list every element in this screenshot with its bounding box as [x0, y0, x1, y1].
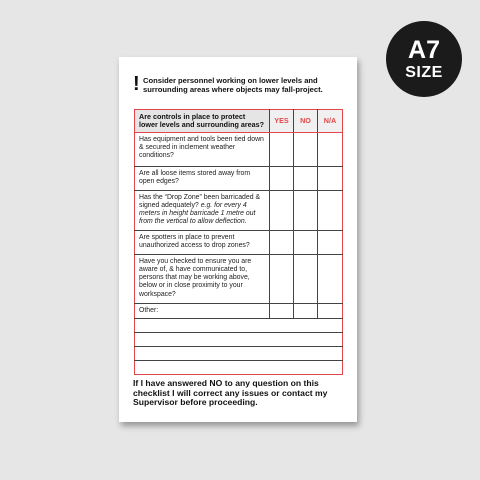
notice — [133, 73, 351, 95]
question-text: Has equipment and tools been tied down & secured in inclement weather conditions? — [135, 133, 270, 167]
question-text: Has the “Drop Zone” been barricaded & signed adequately? — [139, 194, 261, 210]
header-question: Are controls in place to protect lower levels and surrounding areas? — [135, 110, 270, 133]
checklist-table — [134, 109, 343, 375]
blank-line[interactable] — [135, 347, 343, 361]
table-row — [135, 191, 343, 231]
blank-line-row — [135, 361, 343, 375]
question-text: Are spotters in place to prevent unauthorized access to drop zones? — [135, 231, 270, 255]
table-row — [135, 133, 343, 167]
size-badge-label: SIZE — [405, 63, 443, 81]
table-row — [135, 167, 343, 191]
table-header-row — [135, 110, 343, 133]
answer-no-cell[interactable] — [294, 133, 318, 167]
blank-line-row — [135, 347, 343, 361]
answer-yes-cell[interactable] — [270, 304, 294, 319]
blank-line-row — [135, 333, 343, 347]
blank-line-row — [135, 319, 343, 333]
answer-yes-cell[interactable] — [270, 255, 294, 304]
answer-na-cell[interactable] — [318, 191, 343, 231]
answer-na-cell[interactable] — [318, 167, 343, 191]
question-note: e.g. for every 4 meters in height barricade 1 metre out from the vertical to allow deflection. — [139, 202, 256, 226]
answer-yes-cell[interactable] — [270, 133, 294, 167]
answer-no-cell[interactable] — [294, 167, 318, 191]
question-text: Are all loose items stored away from open edges? — [135, 167, 270, 191]
answer-na-cell[interactable] — [318, 231, 343, 255]
table-row — [135, 231, 343, 255]
other-label: Other: — [135, 304, 270, 319]
blank-line[interactable] — [135, 333, 343, 347]
question-cell — [135, 191, 270, 231]
answer-na-cell[interactable] — [318, 304, 343, 319]
exclamation-icon: ! — [133, 73, 140, 95]
header-no: NO — [294, 110, 318, 133]
header-yes: YES — [270, 110, 294, 133]
answer-no-cell[interactable] — [294, 304, 318, 319]
header-na: N/A — [318, 110, 343, 133]
answer-na-cell[interactable] — [318, 255, 343, 304]
blank-line[interactable] — [135, 361, 343, 375]
size-badge-format: A7 — [408, 35, 440, 64]
footer-instruction: If I have answered NO to any question on this checklist I will correct any issues or contact my Supervisor before proceeding. — [133, 378, 328, 408]
answer-no-cell[interactable] — [294, 255, 318, 304]
answer-yes-cell[interactable] — [270, 191, 294, 231]
notice-text: Consider personnel working on lower levels and surrounding areas where objects may fall-project. — [143, 76, 323, 94]
question-text: Have you checked to ensure you are aware of, & have communicated to, persons that may be working above, below or in close proximity to your workspace? — [135, 255, 270, 304]
answer-no-cell[interactable] — [294, 191, 318, 231]
answer-no-cell[interactable] — [294, 231, 318, 255]
table-row-other — [135, 304, 343, 319]
answer-yes-cell[interactable] — [270, 231, 294, 255]
checklist-card — [119, 57, 357, 422]
size-badge — [386, 21, 462, 97]
table-row — [135, 255, 343, 304]
blank-line[interactable] — [135, 319, 343, 333]
answer-na-cell[interactable] — [318, 133, 343, 167]
answer-yes-cell[interactable] — [270, 167, 294, 191]
